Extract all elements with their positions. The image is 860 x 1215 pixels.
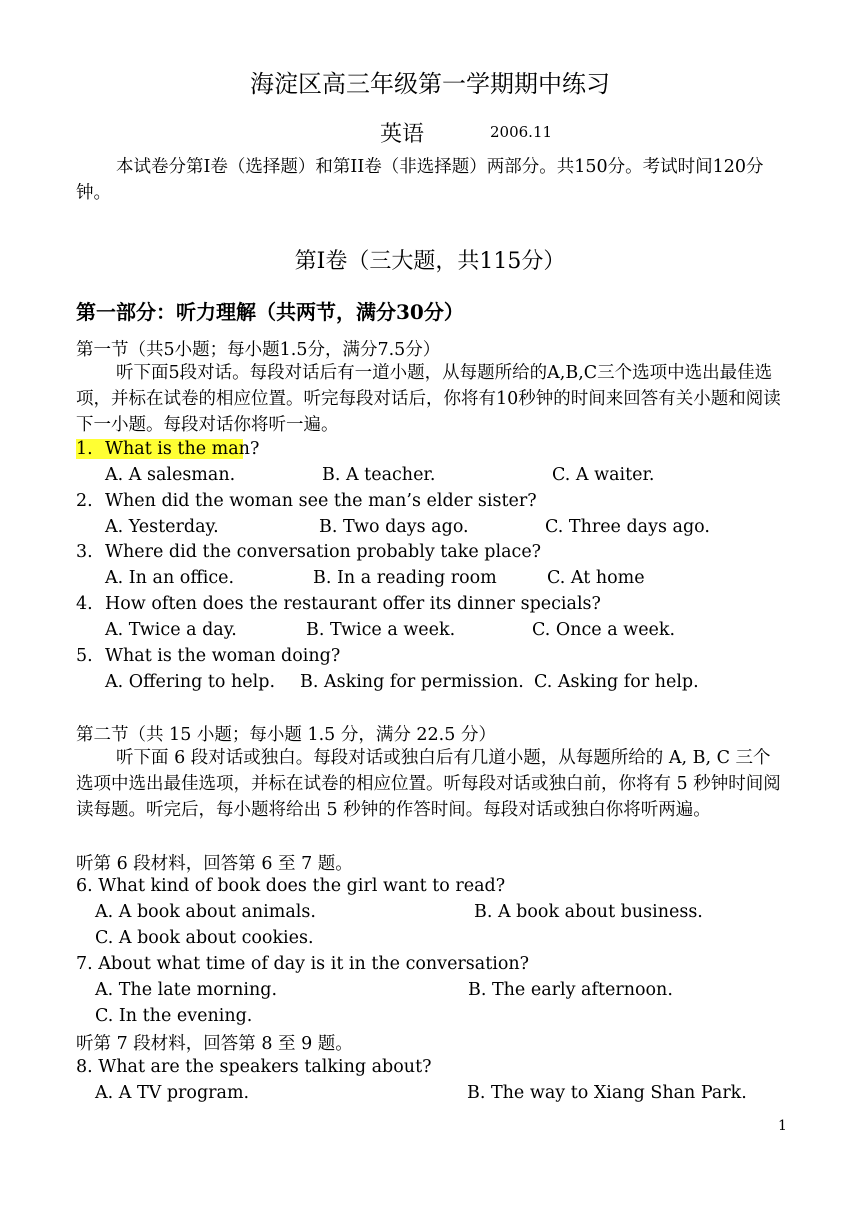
question-1 xyxy=(76,439,260,459)
volume-title: 第I卷（三大题，共115分） xyxy=(294,249,566,274)
question-4 xyxy=(76,594,601,614)
question-5 xyxy=(76,646,341,666)
question-text: What is the woman doing? xyxy=(105,646,341,666)
question-2 xyxy=(76,491,537,511)
question-text: How often does the restaurant offer its dinner specials? xyxy=(105,594,601,614)
q5-option-b: B. Asking for permission. xyxy=(300,672,524,692)
q3-option-a: A. In an office. xyxy=(105,568,235,588)
material-7-label: 听第 7 段材料，回答第 8 至 9 题。 xyxy=(76,1034,353,1054)
section2-instructions: 听下面 6 段对话或独白。每段对话或独白后有几道小题，从每题所给的 A, B, C 三个选项中选出最佳选项，并标在试卷的相应位置。听每段对话或独白前，你将有 5 秒钟时间阅读每题。听完后，每小题将给出 5 秒钟的作答时间。每段对话或独白你将听两遍。 xyxy=(76,748,781,820)
intro-paragraph: 本试卷分第I卷（选择题）和第II卷（非选择题）两部分。共150分。考试时间120分钟。 xyxy=(76,157,764,203)
q2-option-b: B. Two days ago. xyxy=(319,517,469,537)
q3-option-c: C. At home xyxy=(547,568,645,588)
page-number: 1 xyxy=(778,1118,787,1134)
section1-heading: 第一节（共5小题；每小题1.5分，满分7.5分） xyxy=(76,340,441,360)
q1-option-b: B. A teacher. xyxy=(322,465,436,485)
q4-option-b: B. Twice a week. xyxy=(306,620,456,640)
question-number: 3. xyxy=(76,542,93,562)
q5-option-c: C. Asking for help. xyxy=(534,672,699,692)
q6-option-c: C. A book about cookies. xyxy=(95,928,314,948)
q2-option-c: C. Three days ago. xyxy=(545,517,710,537)
subject-label: 英语 xyxy=(380,122,425,147)
question-number: 5. xyxy=(76,646,93,666)
q6-option-b: B. A book about business. xyxy=(474,902,703,922)
question-number: 4. xyxy=(76,594,93,614)
q3-option-b: B. In a reading room xyxy=(313,568,497,588)
q8-option-b: B. The way to Xiang Shan Park. xyxy=(467,1083,747,1103)
question-6: 6. What kind of book does the girl want to read? xyxy=(76,876,506,896)
q4-option-c: C. Once a week. xyxy=(532,620,676,640)
q4-option-a: A. Twice a day. xyxy=(105,620,237,640)
exam-date: 2006.11 xyxy=(490,123,553,141)
q7-option-c: C. In the evening. xyxy=(95,1006,253,1026)
q7-option-a: A. The late morning. xyxy=(95,980,278,1000)
q2-option-a: A. Yesterday. xyxy=(105,517,219,537)
question-7: 7. About what time of day is it in the conversation? xyxy=(76,954,530,974)
part1-heading: 第一部分：听力理解（共两节，满分30分） xyxy=(76,300,464,324)
q8-option-a: A. A TV program. xyxy=(95,1083,250,1103)
q7-option-b: B. The early afternoon. xyxy=(468,980,673,1000)
question-number: 1. xyxy=(76,439,93,459)
section1-instructions: 听下面5段对话。每段对话后有一道小题，从每题所给的A,B,C三个选项中选出最佳选项，并标在试卷的相应位置。听完每段对话后，你将有10秒钟的时间来回答有关小题和阅读下一小题。每段对话你将听一遍。 xyxy=(76,363,781,435)
question-8: 8. What are the speakers talking about? xyxy=(76,1057,432,1077)
q1-option-c: C. A waiter. xyxy=(552,465,655,485)
question-3 xyxy=(76,542,542,562)
question-text: Where did the conversation probably take place? xyxy=(105,542,542,562)
section2-heading: 第二节（共 15 小题；每小题 1.5 分，满分 22.5 分） xyxy=(76,725,496,745)
question-text: When did the woman see the man’s elder sister? xyxy=(105,491,537,511)
question-number: 2. xyxy=(76,491,93,511)
material-6-label: 听第 6 段材料，回答第 6 至 7 题。 xyxy=(76,854,353,874)
q5-option-a: A. Offering to help. xyxy=(105,672,276,692)
q1-option-a: A. A salesman. xyxy=(105,465,236,485)
question-text: What is the man? xyxy=(105,439,260,459)
q6-option-a: A. A book about animals. xyxy=(95,902,316,922)
page-title: 海淀区高三年级第一学期期中练习 xyxy=(250,70,610,98)
